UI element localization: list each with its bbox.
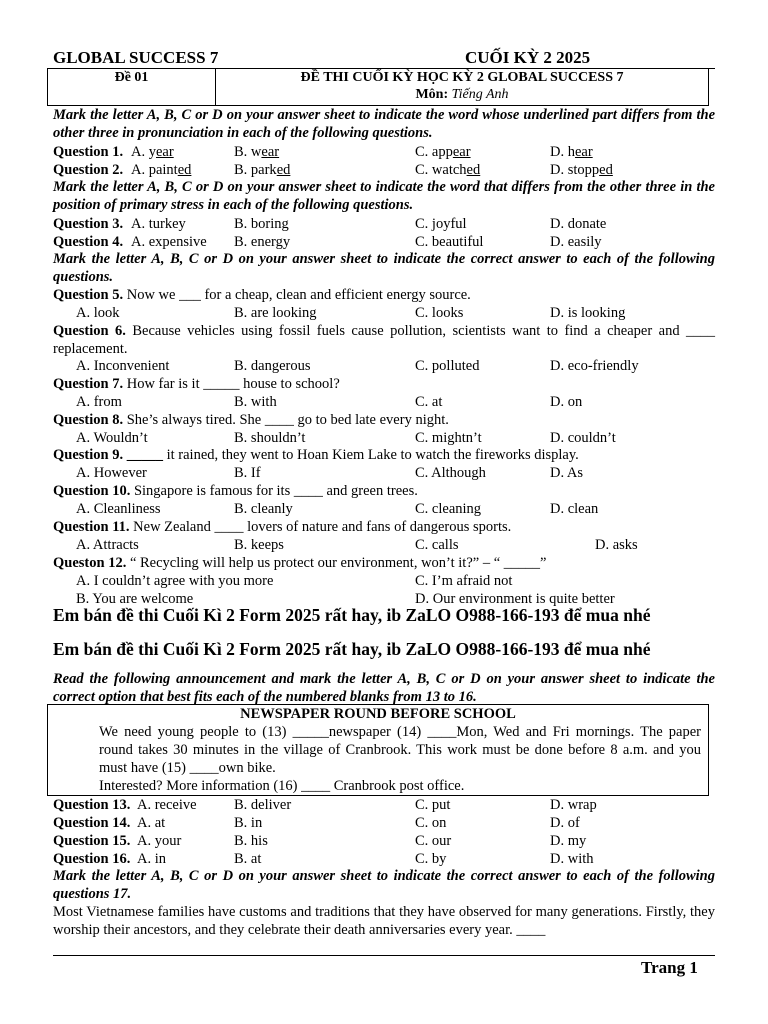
- q9-option-c: C. Although: [415, 465, 486, 481]
- subject: Tiếng Anh: [451, 87, 509, 102]
- q9-option-a: A. However: [76, 465, 147, 481]
- q6-option-a: A. Inconvenient: [76, 358, 170, 374]
- q12-option-b: B. You are welcome: [76, 591, 194, 607]
- q13-label: Question 13.: [53, 797, 131, 813]
- q9-stem: Question 9. _____ it rained, they went to Hoan Kiem Lake to watch the fireworks display.: [53, 447, 579, 463]
- promo-text-2: Em bán đề thi Cuối Kì 2 Form 2025 rất hay, ib ZaLO O988-166-193 để mua nhé: [53, 639, 651, 659]
- exam-title-cell: [216, 69, 708, 105]
- q2-option-a: A. painted: [131, 162, 192, 178]
- q7-stem: Question 7. How far is it _____ house to school?: [53, 376, 340, 392]
- q14-label: Question 14.: [53, 815, 131, 831]
- q16-option-a: A. in: [137, 851, 166, 867]
- q10-option-a: A. Cleanliness: [76, 501, 161, 517]
- q1-option-d: D. hear: [550, 144, 593, 160]
- q14-option-b: B. in: [234, 815, 263, 831]
- q1-option-b: B. wear: [234, 144, 280, 160]
- q8-option-d: D. couldn’t: [550, 430, 616, 446]
- header-right: CUỐI KỲ 2 2025: [465, 48, 591, 67]
- q10-option-d: D. clean: [550, 501, 599, 517]
- q10-option-c: C. cleaning: [415, 501, 482, 517]
- q4-option-d: D. easily: [550, 234, 602, 250]
- header: [53, 48, 715, 70]
- promo-text-1: Em bán đề thi Cuối Kì 2 Form 2025 rất hay, ib ZaLO O988-166-193 để mua nhé: [53, 605, 651, 625]
- q10-option-b: B. cleanly: [234, 501, 293, 517]
- q5-option-c: C. looks: [415, 305, 464, 321]
- q2-option-c: C. watched: [415, 162, 481, 178]
- q5-stem: Question 5. Now we ___ for a cheap, clean and efficient energy source.: [53, 287, 471, 303]
- q6-option-b: B. dangerous: [234, 358, 311, 374]
- q6-stem: Question 6. Because vehicles using fossil fuels cause pollution, scientists want to find a cheaper and ____ replacement.: [53, 323, 716, 357]
- q3-label: Question 3.: [53, 216, 124, 232]
- q4-option-c: C. beautiful: [415, 234, 484, 250]
- q14-option-c: C. on: [415, 815, 447, 831]
- q14-option-d: D. of: [550, 815, 580, 831]
- q16-label: Question 16.: [53, 851, 131, 867]
- q4-option-b: B. energy: [234, 234, 291, 250]
- q13-option-d: D. wrap: [550, 797, 597, 813]
- q7-option-d: D. on: [550, 394, 583, 410]
- exam-title-box: [47, 69, 709, 106]
- q11-option-b: B. keeps: [234, 537, 284, 553]
- q7-option-c: C. at: [415, 394, 443, 410]
- q6-option-c: C. polluted: [415, 358, 480, 374]
- q4-label: Question 4.: [53, 234, 124, 250]
- q9-option-b: B. If: [234, 465, 261, 481]
- subject-label: Môn:: [415, 87, 449, 102]
- q13-option-b: B. deliver: [234, 797, 292, 813]
- q15-option-c: C. our: [415, 833, 452, 849]
- q15-option-a: A. your: [137, 833, 182, 849]
- q8-stem: Question 8. She’s always tired. She ____ go to bed late every night.: [53, 412, 449, 428]
- q14-option-a: A. at: [137, 815, 166, 831]
- notice-body: We need young people to (13) _____newspaper (14) ____Mon, Wed and Fri mornings. The paper round takes 30 minutes in the village of Cranbrook. This work must be done before 8 a.m. and you must have (15) ____own bike.: [99, 724, 701, 776]
- instruction-q17: Mark the letter A, B, C or D on your answer sheet to indicate the correct answer to each of the following questions 17.: [53, 868, 715, 902]
- q11-option-c: C. calls: [415, 537, 459, 553]
- q5-option-d: D. is looking: [550, 305, 626, 321]
- notice-title: NEWSPAPER ROUND BEFORE SCHOOL: [240, 706, 516, 722]
- q2-option-b: B. parked: [234, 162, 291, 178]
- q7-option-b: B. with: [234, 394, 277, 410]
- q16-option-d: D. with: [550, 851, 594, 867]
- q15-label: Question 15.: [53, 833, 131, 849]
- q3-option-d: D. donate: [550, 216, 607, 232]
- q3-option-a: A. turkey: [131, 216, 186, 232]
- q8-option-b: B. shouldn’t: [234, 430, 306, 446]
- exam-code: Đề 01: [48, 69, 216, 105]
- instruction-correct-answer: Mark the letter A, B, C or D on your answer sheet to indicate the correct answer to each of the following questions.: [53, 251, 715, 285]
- passage-text: Most Vietnamese families have customs and traditions that they have observed for many generations. Firstly, they worship their ancestors, and they celebrate their death anniversaries every year. ____: [53, 904, 715, 938]
- q11-stem: Question 11. New Zealand ____ lovers of nature and fans of dangerous sports.: [53, 519, 512, 535]
- q8-option-a: A. Wouldn’t: [76, 430, 148, 446]
- instruction-pronunciation: Mark the letter A, B, C or D on your answer sheet to indicate the word whose underlined part differs from the other three in pronunciation in each of the following questions.: [53, 107, 715, 141]
- instruction-reading: Read the following announcement and mark the letter A, B, C or D on your answer sheet to indicate the correct option that best fits each of the numbered blanks from 13 to 16.: [53, 671, 715, 705]
- q2-option-d: D. stopped: [550, 162, 613, 178]
- q13-option-c: C. put: [415, 797, 451, 813]
- q8-option-c: C. mightn’t: [415, 430, 482, 446]
- q11-option-d: D. asks: [595, 537, 638, 553]
- exam-title: ĐỀ THI CUỐI KỲ HỌC KỲ 2 GLOBAL SUCCESS 7: [300, 70, 624, 85]
- q2-label: Question 2.: [53, 162, 124, 178]
- q6-option-d: D. eco-friendly: [550, 358, 639, 374]
- q7-option-a: A. from: [76, 394, 122, 410]
- q1-option-a: A. year: [131, 144, 174, 160]
- q12-stem: Queston 12. “ Recycling will help us protect our environment, won’t it?” – “ _____”: [53, 555, 547, 571]
- q5-option-b: B. are looking: [234, 305, 317, 321]
- q15-option-b: B. his: [234, 833, 268, 849]
- q3-option-c: C. joyful: [415, 216, 467, 232]
- q16-option-b: B. at: [234, 851, 262, 867]
- notice-more-info: Interested? More information (16) ____ Cranbrook post office.: [99, 778, 465, 794]
- q10-stem: Question 10. Singapore is famous for its ____ and green trees.: [53, 483, 418, 499]
- q16-option-c: C. by: [415, 851, 447, 867]
- q13-option-a: A. receive: [137, 797, 197, 813]
- notice-box: [47, 704, 709, 796]
- q5-option-a: A. look: [76, 305, 120, 321]
- header-left: GLOBAL SUCCESS 7: [53, 48, 219, 67]
- q1-option-c: C. appear: [415, 144, 471, 160]
- q12-option-d: D. Our environment is quite better: [415, 591, 615, 607]
- q15-option-d: D. my: [550, 833, 587, 849]
- footer-rule: [53, 955, 715, 956]
- q12-option-c: C. I’m afraid not: [415, 573, 513, 589]
- instruction-stress: Mark the letter A, B, C or D on your answer sheet to indicate the word that differs from the other three in the position of primary stress in each of the following questions.: [53, 179, 715, 213]
- q12-option-a: A. I couldn’t agree with you more: [76, 573, 274, 589]
- q3-option-b: B. boring: [234, 216, 289, 232]
- q11-option-a: A. Attracts: [76, 537, 139, 553]
- q9-option-d: D. As: [550, 465, 584, 481]
- q1-label: Question 1.: [53, 144, 124, 160]
- q4-option-a: A. expensive: [131, 234, 207, 250]
- page-number: Trang 1: [641, 958, 698, 977]
